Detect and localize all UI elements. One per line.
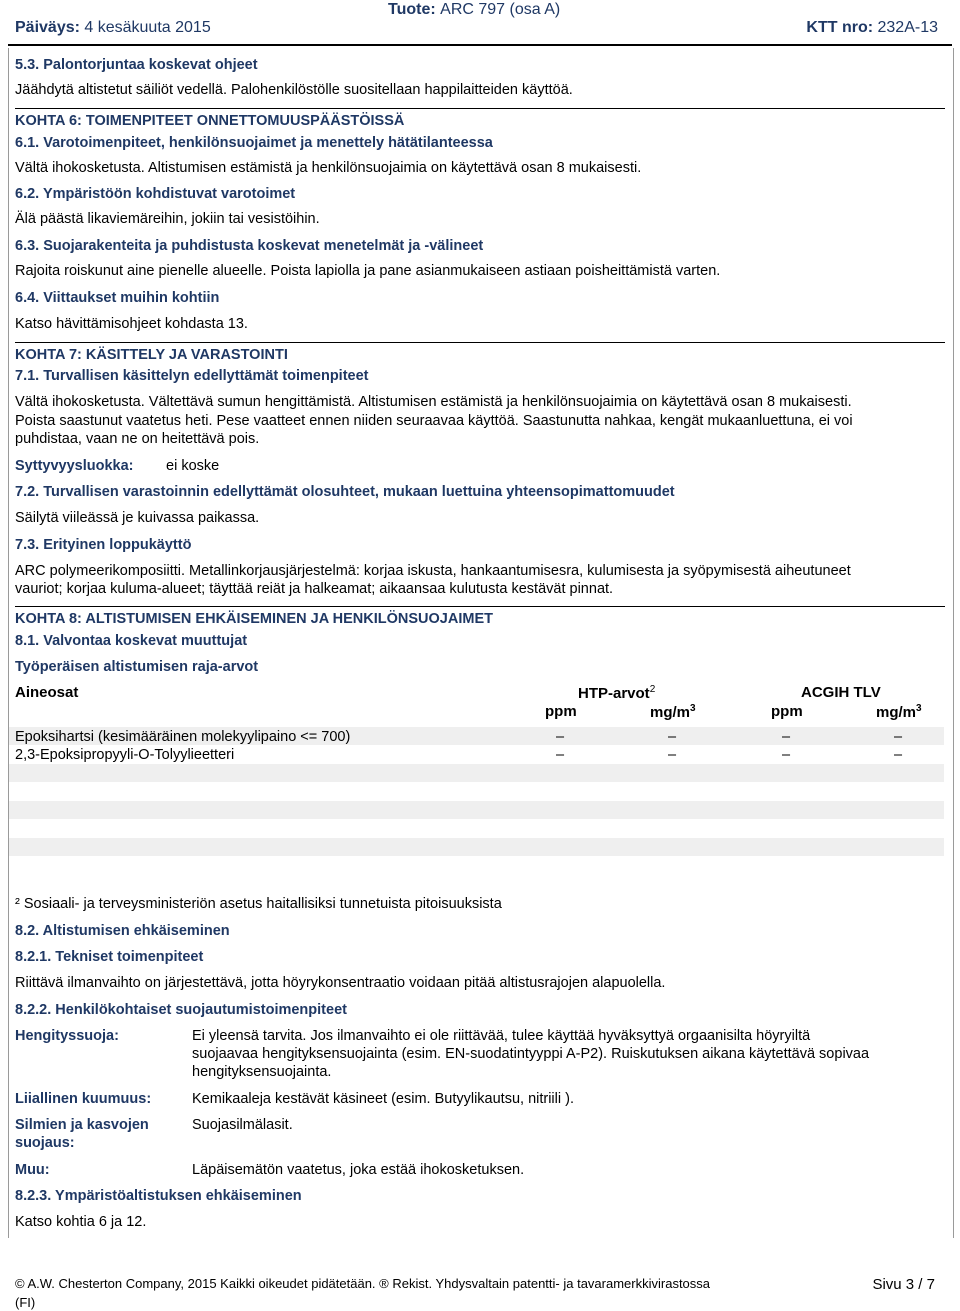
table-band [9,838,944,856]
skin-label: Liiallinen kuumuus: [15,1091,152,1107]
col-htp [578,684,655,702]
date-label: Päiväys: [15,19,80,36]
unit-mgm-2 [876,703,922,721]
htp-sup: 2 [649,684,656,695]
s81-title: 8.1. Valvontaa koskevat muuttujat [15,633,248,649]
s73-text-1: ARC polymeerikomposiitti. Metallinkorjausjärjestelmä: korjaa iskusta, hankaantumisesra, kulumisesta ja syöpymisestä aiheutuneet [15,563,851,579]
table-row-1-val-2: – [668,729,677,745]
s822-title: 8.2.2. Henkilökohtaiset suojautumistoimenpiteet [15,1002,347,1018]
product-field [388,1,560,19]
s64-text: Katso hävittämisohjeet kohdasta 13. [15,316,248,332]
s63-text: Rajoita roiskunut aine pienelle alueelle. Poista lapiolla ja pane asianmukaiseen astiaan poisheittämistä varten. [15,263,721,279]
s63-title: 6.3. Suojarakenteita ja puhdistusta koskevat menetelmät ja -välineet [15,238,484,254]
table-row-1-name: Epoksihartsi (kesimääräinen molekyylipaino <= 700) [15,729,351,745]
htp-label: HTP-arvot [578,685,650,702]
s71-text-2: Poista saastunut vaatetus heti. Pese vaatteet ennen niiden seuraavaa käyttöä. Saastunutta nahkaa, kengät mukaanluettuna, ei voi [15,413,853,429]
page-header [0,0,960,42]
unit-ppm-1: ppm [545,703,577,720]
s62-title: 6.2. Ympäristöön kohdistuvat varotoimet [15,186,296,202]
table-row-1-val-3: – [782,729,791,745]
k7-heading: KOHTA 7: KÄSITTELY JA VARASTOINTI [15,342,945,364]
col-substance: Aineosat [15,684,79,701]
other-label: Muu: [15,1162,50,1178]
unit-mgm-1 [650,703,696,721]
s61-title: 6.1. Varotoimenpiteet, henkilönsuojaimet ja menettely hätätilanteessa [15,135,493,151]
table-row-2-name: 2,3-Epoksipropyyli-O-Tolyylieetteri [15,747,235,763]
flammability-label: Syttyvyysluokka: [15,458,134,474]
ktt-value: 232A-13 [877,19,938,36]
s823-title: 8.2.3. Ympäristöaltistuksen ehkäiseminen [15,1188,302,1204]
other-text: Läpäisemätön vaatetus, joka estää ihokosketuksen. [192,1162,525,1178]
unit-mgm-2-text: mg/m [876,704,917,721]
s821-title: 8.2.1. Tekniset toimenpiteet [15,949,204,965]
s61-text: Vältä ihokosketusta. Altistumisen estämistä ja henkilönsuojaimia on käytettävä osan 8 mukaisesti. [15,160,642,176]
s823-text: Katso kohtia 6 ja 12. [15,1214,147,1230]
product-value: ARC 797 (osa A) [440,1,561,18]
eye-label-1: Silmien ja kasvojen [15,1117,149,1133]
ktt-field [806,19,938,37]
date-value: 4 kesäkuuta 2015 [84,19,211,36]
unit-mgm-2-sup: 3 [916,703,922,714]
respiratory-label: Hengityssuoja: [15,1028,119,1044]
ktt-label: KTT nro: [806,19,874,36]
respiratory-line-1: Ei yleensä tarvita. Jos ilmanvaihto ei ole riittävää, tulee käyttää hyväksyttyä orgaanisilta höyryiltä [192,1028,811,1044]
s73-text-2: vauriot; korjaa kuluma-alueet; täyttää reiät ja halkeamat; aikaansaa kulutusta kestävät pinnat. [15,581,614,597]
eye-label-2: suojaus: [15,1135,75,1151]
s821-text: Riittävä ilmanvaihto on järjestettävä, jotta höyrykonsentraatio voidaan pitää altistusrajojen alapuolella. [15,975,666,991]
table-row-2-val-2: – [668,747,677,763]
eye-text: Suojasilmälasit. [192,1117,293,1133]
unit-mgm-1-sup: 3 [690,703,696,714]
respiratory-line-3: hengityksensuojainta. [192,1064,332,1080]
k6-heading: KOHTA 6: TOIMENPITEET ONNETTOMUUSPÄÄSTÖISSÄ [15,108,945,130]
limits-title: Työperäisen altistumisen raja-arvot [15,659,259,675]
s73-title: 7.3. Erityinen loppukäyttö [15,537,192,553]
s53-text: Jäähdytä altistetut säiliöt vedellä. Palohenkilöstölle suositellaan happilaitteiden käyttöä. [15,82,573,98]
s71-text-1: Vältä ihokosketusta. Vältettävä sumun hengittämistä. Altistumisen estämistä ja henkilönsuojaimia on käytettävä osan 8 mukaisesti. [15,394,852,410]
table-row-1-val-1: – [556,729,565,745]
s71-text-3: puhdistaa, vaan ne on heitettävä pois. [15,431,260,447]
col-acgih: ACGIH TLV [801,684,881,701]
s62-text: Älä päästä likaviemäreihin, jokiin tai vesistöihin. [15,211,320,227]
respiratory-line-2: suojaavaa hengityksensuojainta (esim. EN-suodatintyyppi A-P2). Ruiskutuksen aikana käytettävä sopivaa [192,1046,870,1062]
s71-title: 7.1. Turvallisen käsittelyn edellyttämät toimenpiteet [15,368,369,384]
table-band [9,801,944,819]
header-divider [8,44,952,46]
skin-text: Kemikaaleja kestävät käsineet (esim. Butyylikautsu, nitriili ). [192,1091,574,1107]
table-row-1-val-4: – [894,729,903,745]
s82-title: 8.2. Altistumisen ehkäiseminen [15,923,230,939]
s72-title: 7.2. Turvallisen varastoinnin edellyttämät olosuhteet, mukaan luettuina yhteensopimattomuudet [15,484,675,500]
k8-heading: KOHTA 8: ALTISTUMISEN EHKÄISEMINEN JA HENKILÖNSUOJAIMET [15,606,945,628]
unit-mgm-1-text: mg/m [650,704,691,721]
table-row-2-val-3: – [782,747,791,763]
flammability-value: ei koske [166,458,220,474]
copyright: © A.W. Chesterton Company, 2015 Kaikki oikeudet pidätetään. ® Rekist. Yhdysvaltain patentti- ja tavaramerkkivirastossa [15,1276,711,1291]
s53-title: 5.3. Palontorjuntaa koskevat ohjeet [15,57,258,73]
footnote: ² Sosiaali- ja terveysministeriön asetus haitallisiksi tunnetuista pitoisuuksista [15,896,502,912]
product-label: Tuote: [388,1,436,18]
unit-ppm-2: ppm [771,703,803,720]
s64-title: 6.4. Viittaukset muihin kohtiin [15,290,220,306]
table-band [9,764,944,782]
s72-text: Säilytä viileässä je kuivassa paikassa. [15,510,260,526]
language-code: (FI) [15,1295,36,1310]
page-number: Sivu 3 / 7 [872,1276,935,1293]
table-row-2-val-1: – [556,747,565,763]
date-field [15,19,211,37]
table-row-2-val-4: – [894,747,903,763]
